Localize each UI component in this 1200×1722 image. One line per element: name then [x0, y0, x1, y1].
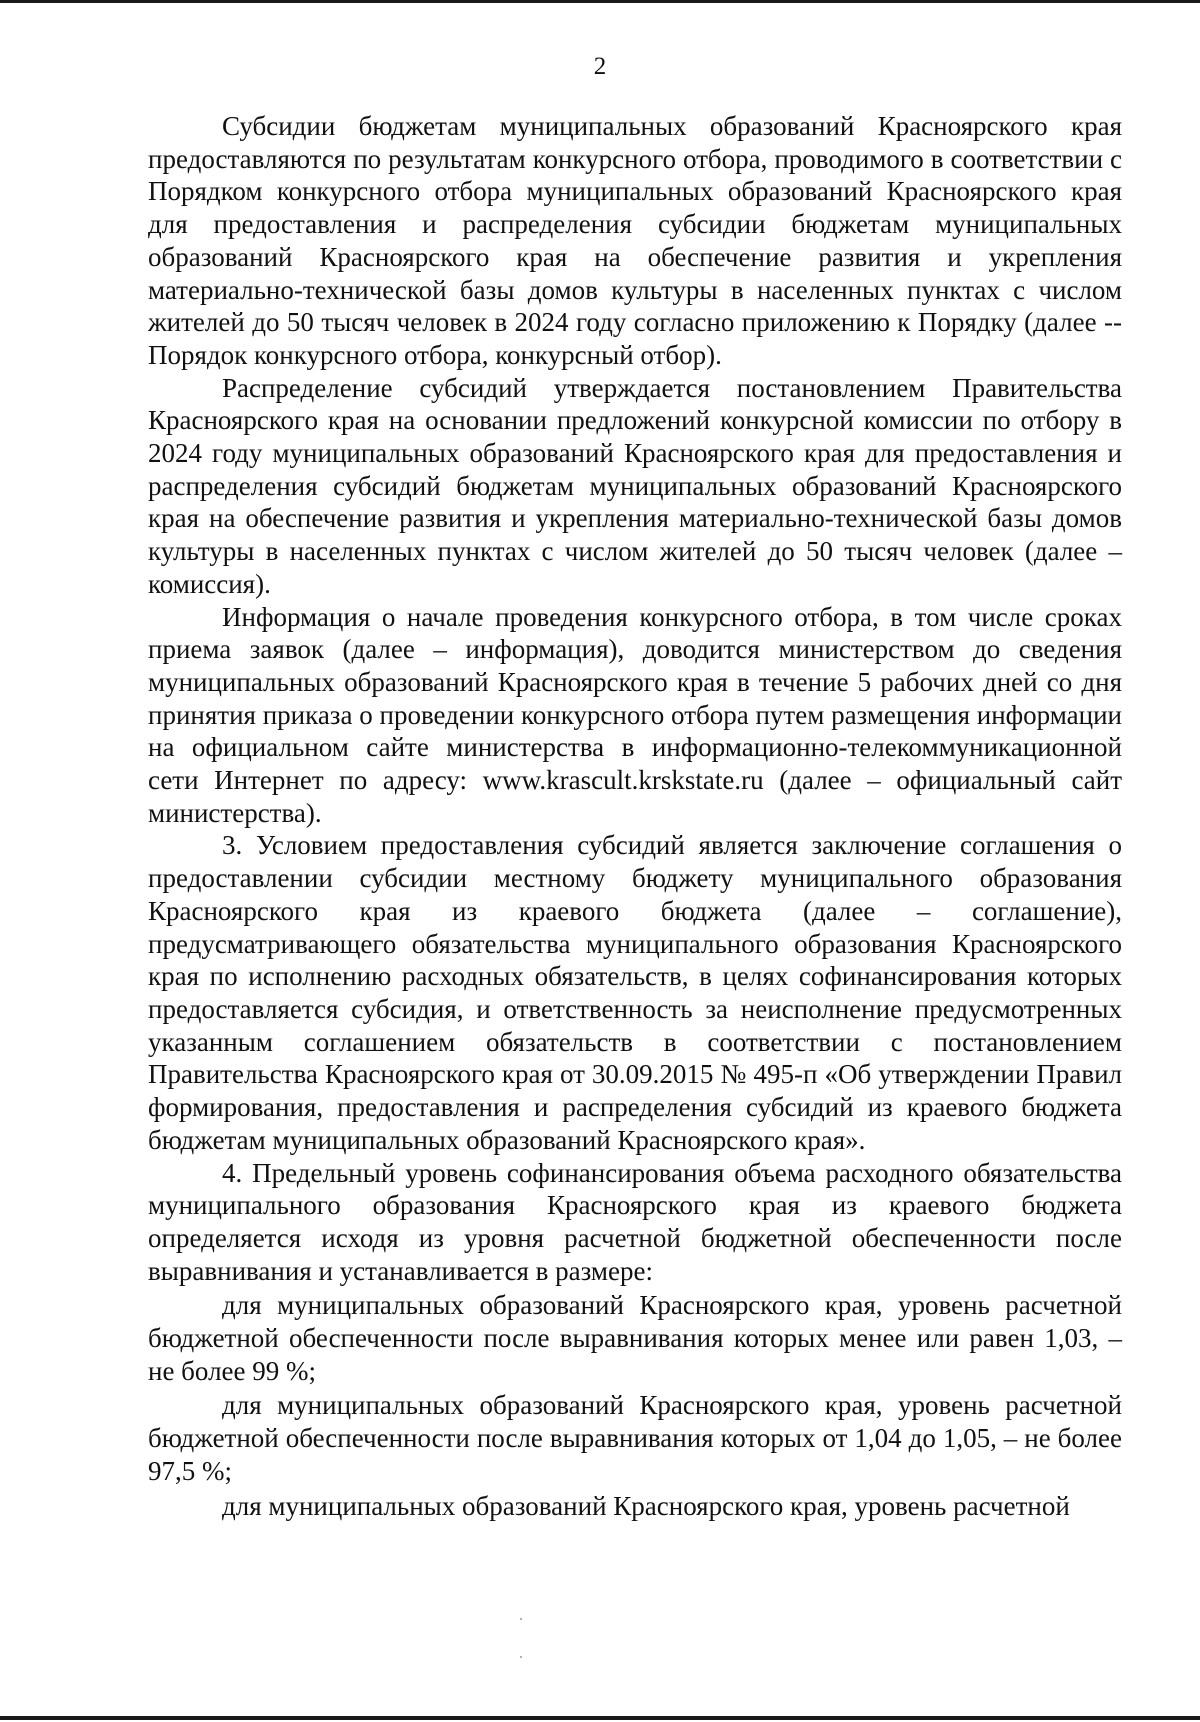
scan-bottom-border — [0, 1716, 1200, 1720]
paragraph-cofinancing-level-2: для муниципальных образований Красноярского края, уровень расчетной бюджетной обеспеченности после выравнивания которых от 1,04 до 1,05, – не более 97,5 %; — [148, 1390, 1122, 1486]
scan-top-border — [0, 0, 1200, 3]
paragraph-cofinancing-level-1: для муниципальных образований Красноярского края, уровень расчетной бюджетной обеспеченности после выравнивания которых менее или равен 1,03, – не более 99 %; — [148, 1290, 1122, 1386]
paragraph-clause-4: 4. Предельный уровень софинансирования объема расходного обязательства муниципального образования Красноярского края из краевого бюджета определяется исходя из уровня расчетной бюджетной обеспеченности после выравнивания и устанавливается в размере: — [148, 1157, 1122, 1286]
scan-speck — [520, 1618, 522, 1620]
paragraph-selection-information: Информация о начале проведения конкурсного отбора, в том числе сроках приема заявок (далее – информация), доводится министерством до сведения муниципальных образований Красноярского края в течение 5 рабочих дней со дня принятия приказа о проведении конкурсного отбора путем размещения информации на официальном сайте министерства в информационно-телекоммуникационной сети Интернет по адресу: www.krascult.krskstate.ru (далее – официальный сайт министерства). — [148, 601, 1122, 828]
paragraph-cofinancing-level-3: для муниципальных образований Красноярского края, уровень расчетной — [222, 1490, 1070, 1521]
page-number: 2 — [593, 53, 607, 80]
scan-speck — [520, 1656, 522, 1658]
paragraph-clause-3: 3. Условием предоставления субсидий является заключение соглашения о предоставлении субсидии местному бюджету муниципального образования Красноярского края из краевого бюджета (далее – соглашение), предусматривающего обязательства муниципального образования Красноярского края по исполнению расходных обязательств, в целях софинансирования которых предоставляется субсидия, и ответственность за неисполнение предусмотренных указанным соглашением обязательств в соответствии с постановлением Правительства Красноярского края от 30.09.2015 № 495-п «Об утверждении Правил формирования, предоставления и распределения субсидий из краевого бюджета бюджетам муниципальных образований Красноярского края». — [148, 830, 1122, 1155]
document-body — [148, 110, 1122, 1522]
paragraph-subsidy-selection: Субсидии бюджетам муниципальных образований Красноярского края предоставляются по результатам конкурсного отбора, проводимого в соответствии с Порядком конкурсного отбора муниципальных образований Красноярского края для предоставления и распределения субсидии бюджетам муниципальных образований Красноярского края на обеспечение развития и укрепления материально-технической базы домов культуры в населенных пунктах с числом жителей до 50 тысяч человек в 2024 году согласно приложению к Порядку (далее -- Порядок конкурсного отбора, конкурсный отбор). — [148, 111, 1122, 370]
paragraph-subsidy-distribution: Распределение субсидий утверждается постановлением Правительства Красноярского края на основании предложений конкурсной комиссии по отбору в 2024 году муниципальных образований Красноярского края для предоставления и распределения субсидий бюджетам муниципальных образований Красноярского края на обеспечение развития и укрепления материально-технической базы домов культуры в населенных пунктах с числом жителей до 50 тысяч человек (далее – комиссия). — [148, 372, 1122, 599]
scan-specks — [520, 1618, 522, 1678]
